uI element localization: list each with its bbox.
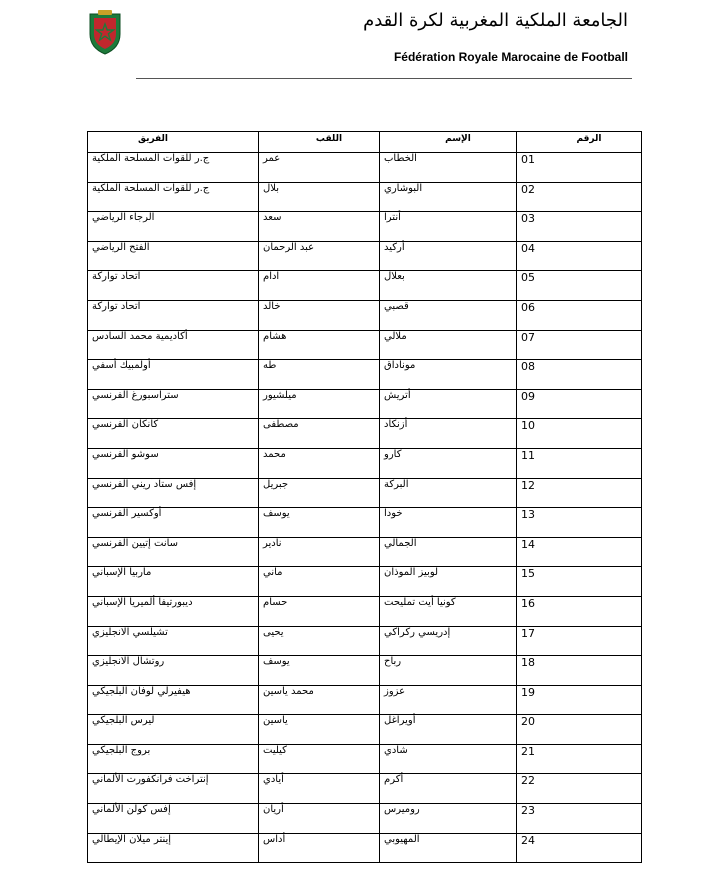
federation-title-arabic: الجامعة الملكية المغربية لكرة القدم: [363, 10, 628, 31]
table-row: [88, 360, 642, 390]
last-name-cell: الخطاب: [380, 153, 517, 183]
number-cell: 15: [517, 567, 642, 597]
table-row: [88, 478, 642, 508]
table-row: [88, 508, 642, 538]
table-row: [88, 271, 642, 301]
team-cell: اتحاد تواركة: [88, 300, 259, 330]
last-name-cell: أركيد: [380, 241, 517, 271]
number-cell: 14: [517, 537, 642, 567]
team-cell: أوكسير الفرنسي: [88, 508, 259, 538]
first-name-cell: ميلشيور: [259, 389, 380, 419]
table-row: [88, 804, 642, 834]
number-cell: 11: [517, 448, 642, 478]
number-cell: 02: [517, 182, 642, 212]
first-name-cell: محمد: [259, 448, 380, 478]
last-name-cell: بعلال: [380, 271, 517, 301]
team-cell: بروج البلجيكي: [88, 744, 259, 774]
last-name-cell: موناداق: [380, 360, 517, 390]
first-name-cell: أداس: [259, 833, 380, 863]
number-cell: 03: [517, 212, 642, 242]
team-cell: الرجاء الرياضي: [88, 212, 259, 242]
team-cell: ج.ر للقوات المسلحة الملكية: [88, 153, 259, 183]
last-name-cell: أزنكاد: [380, 419, 517, 449]
number-cell: 06: [517, 300, 642, 330]
team-cell: سوشو الفرنسي: [88, 448, 259, 478]
number-cell: 05: [517, 271, 642, 301]
first-name-cell: جبريل: [259, 478, 380, 508]
number-cell: 18: [517, 656, 642, 686]
team-cell: اتحاد تواركة: [88, 271, 259, 301]
team-cell: روتشال الانجليزي: [88, 656, 259, 686]
table-row: [88, 596, 642, 626]
team-cell: إفس كولن الألماني: [88, 804, 259, 834]
table-row: [88, 744, 642, 774]
first-name-cell: ادام: [259, 271, 380, 301]
team-cell: هيفيرلي لوفان البلجيكي: [88, 685, 259, 715]
team-cell: ليرس البلجيكي: [88, 715, 259, 745]
first-name-cell: خالد: [259, 300, 380, 330]
last-name-cell: أتريش: [380, 389, 517, 419]
number-cell: 21: [517, 744, 642, 774]
last-name-cell: كارو: [380, 448, 517, 478]
last-name-cell: ملالي: [380, 330, 517, 360]
table-row: [88, 448, 642, 478]
table-row: [88, 389, 642, 419]
last-name-cell: عزوز: [380, 685, 517, 715]
first-name-cell: نادير: [259, 537, 380, 567]
last-name-cell: روميرس: [380, 804, 517, 834]
first-name-cell: حسام: [259, 596, 380, 626]
last-name-cell: قصبي: [380, 300, 517, 330]
last-name-cell: رباح: [380, 656, 517, 686]
last-name-cell: المهيوبي: [380, 833, 517, 863]
team-cell: أولمبيك أسفي: [88, 360, 259, 390]
number-cell: 12: [517, 478, 642, 508]
column-header-number: الرقم: [517, 132, 642, 153]
first-name-cell: يوسف: [259, 508, 380, 538]
number-cell: 10: [517, 419, 642, 449]
first-name-cell: بلال: [259, 182, 380, 212]
number-cell: 07: [517, 330, 642, 360]
table-row: [88, 833, 642, 863]
table-row: [88, 300, 642, 330]
column-header-team: الفريق: [88, 132, 259, 153]
last-name-cell: أنترا: [380, 212, 517, 242]
number-cell: 16: [517, 596, 642, 626]
number-cell: 13: [517, 508, 642, 538]
column-header-first-name: اللقب: [259, 132, 380, 153]
header-divider: [136, 78, 632, 79]
table-header-row: [88, 132, 642, 153]
number-cell: 04: [517, 241, 642, 271]
team-cell: ماربيا الإسباني: [88, 567, 259, 597]
team-cell: سانت إتيين الفرنسي: [88, 537, 259, 567]
number-cell: 17: [517, 626, 642, 656]
team-cell: أكاديمية محمد السادس: [88, 330, 259, 360]
table-row: [88, 537, 642, 567]
team-cell: كانكان الفرنسي: [88, 419, 259, 449]
number-cell: 23: [517, 804, 642, 834]
table-row: [88, 330, 642, 360]
first-name-cell: يحيى: [259, 626, 380, 656]
last-name-cell: كونيا أيت تمليحت: [380, 596, 517, 626]
first-name-cell: سعد: [259, 212, 380, 242]
number-cell: 01: [517, 153, 642, 183]
number-cell: 09: [517, 389, 642, 419]
frmf-logo: [86, 8, 124, 56]
number-cell: 22: [517, 774, 642, 804]
first-name-cell: عمر: [259, 153, 380, 183]
last-name-cell: البركة: [380, 478, 517, 508]
first-name-cell: ماني: [259, 567, 380, 597]
first-name-cell: ياسين: [259, 715, 380, 745]
last-name-cell: البوشاري: [380, 182, 517, 212]
first-name-cell: مصطفى: [259, 419, 380, 449]
team-cell: ديبورتيفا ألميريا الإسباني: [88, 596, 259, 626]
first-name-cell: أريان: [259, 804, 380, 834]
first-name-cell: كيليت: [259, 744, 380, 774]
federation-title-french: Fédération Royale Marocaine de Football: [393, 50, 628, 64]
last-name-cell: إدريسي ركراكي: [380, 626, 517, 656]
table-row: [88, 419, 642, 449]
first-name-cell: يوسف: [259, 656, 380, 686]
team-cell: ستراسبورغ الفرنسي: [88, 389, 259, 419]
first-name-cell: أيادي: [259, 774, 380, 804]
first-name-cell: طه: [259, 360, 380, 390]
table-row: [88, 626, 642, 656]
table-row: [88, 241, 642, 271]
team-cell: إنتراخت فرانكفورت الألماني: [88, 774, 259, 804]
number-cell: 08: [517, 360, 642, 390]
column-header-last-name: الإسم: [380, 132, 517, 153]
team-cell: إينتر ميلان الإيطالي: [88, 833, 259, 863]
first-name-cell: محمد ياسين: [259, 685, 380, 715]
last-name-cell: شادي: [380, 744, 517, 774]
table-row: [88, 774, 642, 804]
table-row: [88, 656, 642, 686]
last-name-cell: لوبيز الموذان: [380, 567, 517, 597]
last-name-cell: الجمالي: [380, 537, 517, 567]
table-row: [88, 715, 642, 745]
team-cell: تشيلسي الانجليزي: [88, 626, 259, 656]
number-cell: 19: [517, 685, 642, 715]
team-cell: ج.ر للقوات المسلحة الملكية: [88, 182, 259, 212]
table-row: [88, 153, 642, 183]
number-cell: 20: [517, 715, 642, 745]
first-name-cell: هشام: [259, 330, 380, 360]
table-row: [88, 567, 642, 597]
team-cell: إفس ستاد ريني الفرنسي: [88, 478, 259, 508]
last-name-cell: أكرم: [380, 774, 517, 804]
number-cell: 24: [517, 833, 642, 863]
table-row: [88, 212, 642, 242]
last-name-cell: خودا: [380, 508, 517, 538]
squad-table: [87, 131, 642, 863]
table-row: [88, 182, 642, 212]
team-cell: الفتح الرياضي: [88, 241, 259, 271]
last-name-cell: أويراغل: [380, 715, 517, 745]
table-row: [88, 685, 642, 715]
first-name-cell: عبد الرحمان: [259, 241, 380, 271]
